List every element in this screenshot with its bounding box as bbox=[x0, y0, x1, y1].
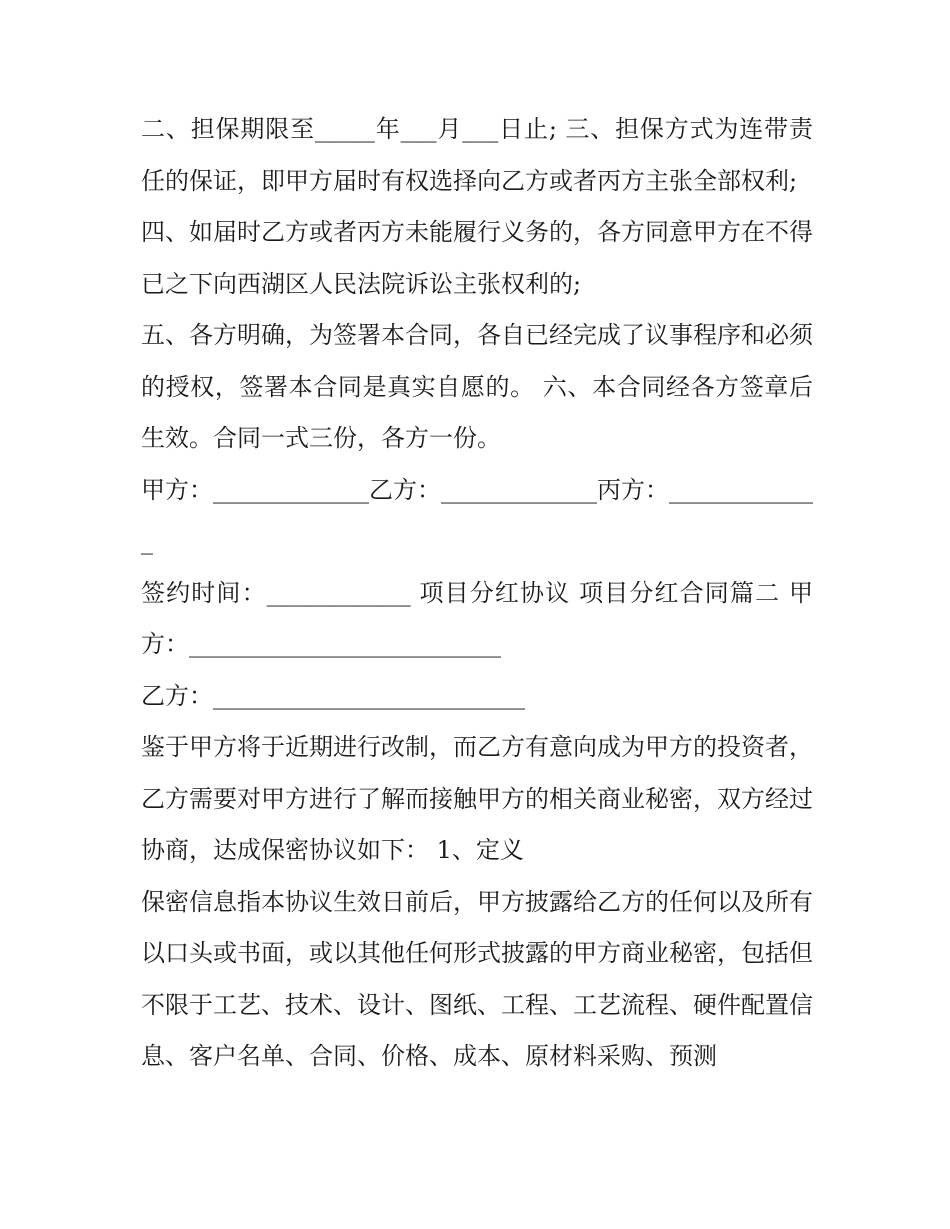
paragraph-signing-date: 签约时间：____________ 项目分红协议 项目分红合同篇二 甲方：__________________________ bbox=[141, 578, 813, 658]
paragraph-party-signatures: 甲方：_____________乙方：_____________丙方：_____________ bbox=[141, 475, 813, 555]
paragraph-litigation: 四、如届时乙方或者丙方未能履行义务的，各方同意甲方在不得已之下向西湖区人民法院诉讼主张权利的; bbox=[141, 218, 813, 298]
paragraph-party-b: 乙方：__________________________ bbox=[141, 681, 525, 710]
paragraph-preamble: 鉴于甲方将于近期进行改制，而乙方有意向成为甲方的投资者，乙方需要对甲方进行了解而接触甲方的相关商业秘密，双方经过协商，达成保密协议如下： 1、定义 bbox=[141, 733, 813, 864]
paragraph-confidential-definition: 保密信息指本协议生效日前后，甲方披露给乙方的任何以及所有以口头或书面，或以其他任何形式披露的甲方商业秘密，包括但不限于工艺、技术、设计、图纸、工程、工艺流程、硬件配置信息、客户名单、合同、价格、成本、原材料采购、预测 bbox=[141, 887, 813, 1070]
paragraph-authorization: 五、各方明确，为签署本合同，各自已经完成了议事程序和必须的授权，签署本合同是真实自愿的。 六、本合同经各方签章后生效。合同一式三份，各方一份。 bbox=[141, 321, 813, 452]
document-page bbox=[141, 104, 813, 1083]
paragraph-guarantee-period: 二、担保期限至_____年___月___日止; 三、担保方式为连带责任的保证，即甲方届时有权选择向乙方或者丙方主张全部权利; bbox=[141, 115, 813, 195]
